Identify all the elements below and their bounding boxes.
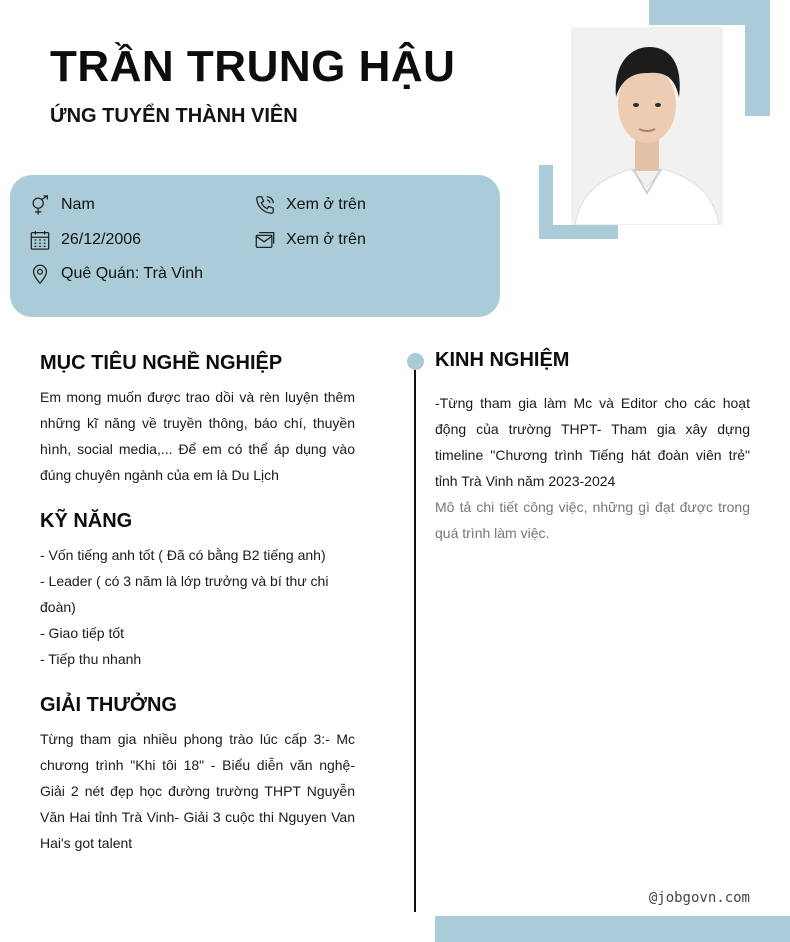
awards-section [40,694,355,856]
decor-bar-photo-bottom [539,225,618,239]
position-subtitle: ỨNG TUYỂN THÀNH VIÊN [50,105,298,127]
brand-watermark: @jobgovn.com [648,890,750,906]
profile-photo [571,27,723,225]
location-icon [29,263,51,285]
phone-icon [254,194,276,216]
calendar-icon [29,229,51,251]
contact-hometown [29,263,203,285]
decor-bar-bottom [435,916,790,942]
awards-text: Từng tham gia nhiều phong trào lúc cấp 3:- Mc chương trình "Khi tôi 18" - Biểu diễn văn nghệ- Giải 2 nét đẹp học đường trường THPT Nguyễn Văn Hai tỉnh Trà Vinh- Giải 3 cuộc thi Nguyen Van Hai's got talent [40,731,355,851]
skill-item: - Vốn tiếng anh tốt ( Đã có bằng B2 tiếng anh) [40,547,326,563]
contact-dob [29,229,141,251]
skill-item: - Leader ( có 3 năm là lớp trưởng và bí thư chi đoàn) [40,573,329,615]
hometown-text: Quê Quán: Trà Vinh [61,265,204,282]
skills-title: KỸ NĂNG [40,510,133,532]
candidate-name: TRẦN TRUNG HẬU [50,42,456,91]
timeline-line [414,362,416,912]
right-column [435,349,750,546]
objective-text: Em mong muốn được trao dồi và rèn luyện thêm những kĩ năng về truyền thông, báo chí, thuyền hình, social media,... Để em có thể áp dụng vào đúng chuyên ngành của em là Du Lịch [40,389,355,483]
skill-item: - Giao tiếp tốt [40,625,125,641]
experience-title: KINH NGHIỆM [435,349,570,371]
phone-text: Xem ở trên [286,196,366,213]
gender-icon [29,194,51,216]
email-icon [254,229,276,251]
email-text: Xem ở trên [286,231,366,248]
gender-text: Nam [61,196,95,213]
objective-title: MỤC TIÊU NGHỀ NGHIỆP [40,352,283,374]
skill-item: - Tiếp thu nhanh [40,651,142,667]
contact-info-box [10,175,500,317]
contact-gender [29,194,95,216]
timeline-dot [407,353,424,370]
contact-phone [254,194,366,216]
contact-email [254,229,366,251]
dob-text: 26/12/2006 [61,231,142,248]
decor-bar-right-side [745,0,770,116]
experience-hint: Mô tả chi tiết công việc, những gì đạt được trong quá trình làm việc. [435,499,750,541]
skills-section [40,510,355,672]
awards-title: GIẢI THƯỞNG [40,694,177,716]
objective-section [40,352,355,488]
experience-text: -Từng tham gia làm Mc và Editor cho các hoạt động của trường THPT- Tham gia xây dựng timeline "Chương trình Tiếng hát đoàn viên trẻ" tỉnh Trà Vinh năm 2023-2024 [435,395,750,489]
left-column [40,352,355,878]
